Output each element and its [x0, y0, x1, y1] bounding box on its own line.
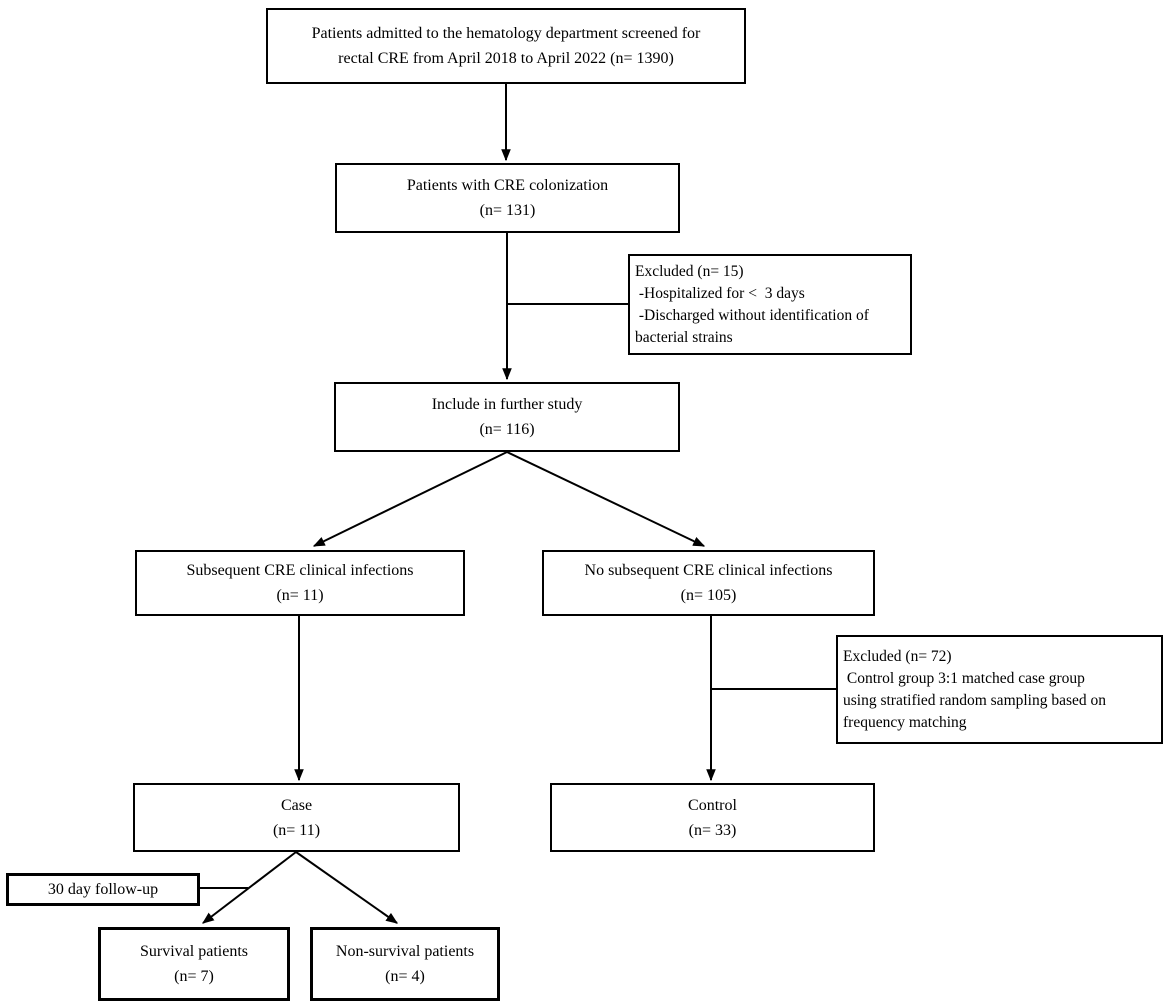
box-excluded-matching [836, 635, 1163, 744]
box-case-count: (n= 11) [272, 821, 321, 839]
box-followup-label: 30 day follow-up [47, 881, 159, 898]
box-included [334, 382, 680, 452]
excluded-matching-title: Excluded (n= 72) [843, 647, 952, 665]
excluded-early-reason1: -Hospitalized for < 3 days [635, 284, 805, 302]
arrow-case-to-survival [203, 852, 296, 923]
box-survival-label: Survival patients [140, 943, 248, 960]
box-colonized-label: Patients with CRE colonization [406, 177, 609, 194]
box-colonized-count: (n= 131) [479, 202, 536, 219]
box-survival-count: (n= 7) [174, 968, 214, 985]
box-colonized [335, 163, 680, 233]
box-included-label: Include in further study [431, 396, 583, 413]
excluded-matching-detail1: Control group 3:1 matched case group [843, 669, 1085, 687]
box-infection [135, 550, 465, 616]
box-control-label: Control [688, 796, 737, 814]
box-no-infection-count: (n= 105) [680, 587, 737, 604]
box-control-count: (n= 33) [688, 821, 737, 839]
box-no-infection [542, 550, 875, 616]
excluded-early-reason2b: bacterial strains [635, 328, 733, 346]
arrow-case-to-non-survival [296, 852, 397, 923]
box-no-infection-label: No subsequent CRE clinical infections [584, 562, 833, 579]
box-followup [6, 873, 200, 906]
box-screened-line2: rectal CRE from April 2018 to April 2022 (n= 1390) [338, 50, 674, 67]
box-screened-line1: Patients admitted to the hematology department screened for [311, 25, 701, 42]
excluded-matching-detail3: frequency matching [843, 713, 967, 731]
excluded-early-title: Excluded (n= 15) [635, 262, 744, 280]
excluded-matching-detail2: using stratified random sampling based on [843, 691, 1107, 709]
box-non-survival [310, 927, 500, 1001]
arrow-included-to-no-infection [507, 452, 704, 546]
box-infection-label: Subsequent CRE clinical infections [186, 562, 414, 579]
excluded-early-reason2: -Discharged without identification of [635, 306, 869, 324]
arrow-included-to-infection [314, 452, 507, 546]
box-infection-count: (n= 11) [276, 587, 324, 604]
box-control [550, 783, 875, 852]
box-non-survival-label: Non-survival patients [335, 943, 475, 960]
box-survival [98, 927, 290, 1001]
box-excluded-early [628, 254, 912, 355]
box-non-survival-count: (n= 4) [385, 968, 425, 985]
box-screened [266, 8, 746, 84]
box-case [133, 783, 460, 852]
box-included-count: (n= 116) [479, 421, 535, 438]
box-case-label: Case [280, 796, 313, 814]
